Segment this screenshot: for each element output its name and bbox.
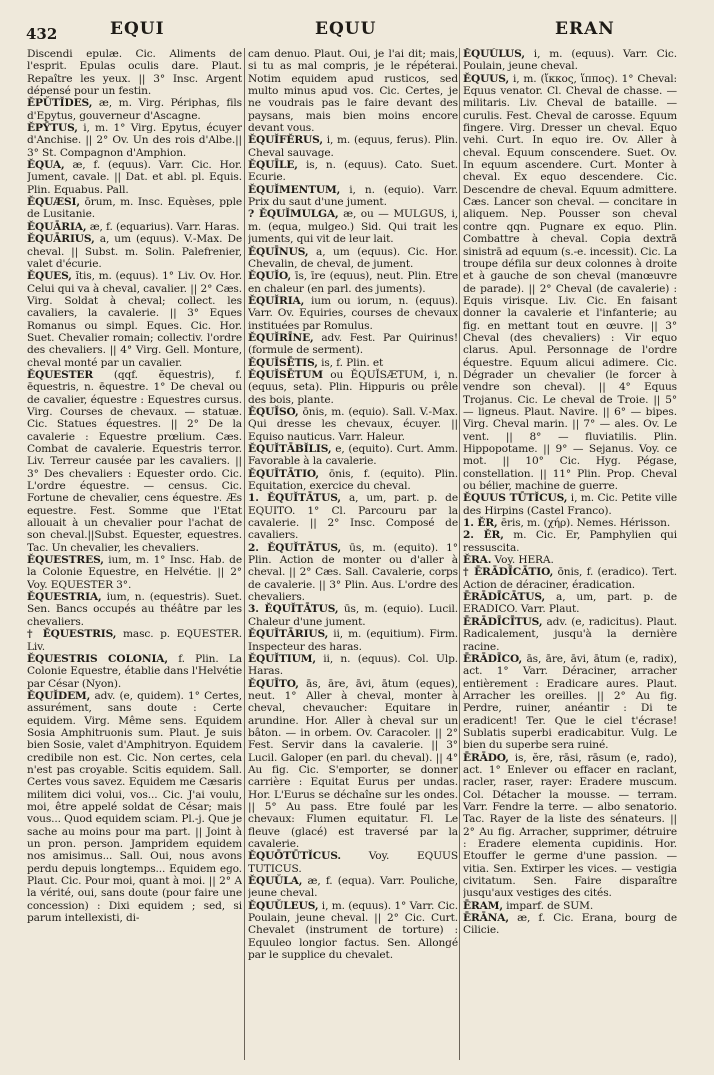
entry-headword: ĒRĀDĪCĪTUS, [463,615,543,628]
dictionary-entry [248,653,458,678]
entry-headword: ĔQUĬSĒTIS, [248,356,318,369]
entry-definition: is, ĕre, rāsi, rāsum (e, rado), act. 1° Enlever ou effacer en raclant, racler, raser, rayer: Eradere muscum. Col. Détacher la mousse. — terram. Varr. Fendre la terre. — albo senatorio. Tac. Rayer de la liste des sénateurs. || 2° Au fig. Arracher, supprimer, détruire : Eradere elementa cupidinis. Hor. Etouffer le germe d'une passion. — vitia. Sen. Extirper les vices. — vestigia civitatum. Sen. Faire disparaître jusqu'aux vestiges des cités. [463,751,677,900]
entry-headword: ĔQUESTER [27,368,94,381]
dictionary-entry [248,134,458,159]
entry-definition: ōnis, f. (eradico). Tert. Action de déraciner, éradication. [463,566,677,591]
dictionary-entry [248,628,458,653]
entry-headword: ĔQUĬSO, [248,405,299,418]
entry-definition: ĭtis, m. (equus). 1° Liv. Ov. Hor. Celui qui va à cheval, cavalier. || 2° Cæs. Virg. Soldat à cheval; collect. les cavaliers, la cavalerie. || 3° Eques Romanus ou simpl. Eques. Cic. Hor. Suet. Chevalier romain; collectiv. l'ordre des chevaliers. || 4° Virg. Gell. Monture, cheval monté par un cavalier. [27,270,242,369]
entry-definition: ii, m. (equitium). Firm. Inspecteur des haras. [248,628,458,653]
entry-headword: 1. ĔR, [463,517,498,530]
dictionary-entry [463,653,677,752]
entry-definition: ium, n. (equestris). Suet. Sen. Bancs occupés au théâtre par les chevaliers. [27,591,242,628]
column-rule [459,48,460,1060]
running-head-right: ERAN [555,19,615,39]
entry-headword: ĔQUĬTĀBĬLIS, [248,443,332,455]
dictionary-entry [248,208,458,245]
dictionary-entry [463,492,677,517]
entry-headword: ĔQUŬLUS, [463,48,525,60]
dictionary-entry [27,554,242,591]
entry-headword: ĔQUESTRES, [27,554,104,567]
entry-definition: i, n. (equio). Varr. Prix du saut d'une jument. [248,183,458,209]
dictionary-entry [27,628,242,653]
entry-definition: i, m. 1° Virg. Epytus, écuyer d'Anchise. || 2° Ov. Un des rois d'Albe.|| 3° St. Compagnon d'Amphion. [27,122,242,159]
entry-definition: æ, f. (equus). Varr. Cic. Hor. Jument, cavale. || Dat. et abl. pl. Equis. Plin. Equabus. Pall. [27,159,242,196]
entry-headword: ĔQUĬTIUM, [248,652,316,665]
dictionary-entry [27,159,242,196]
dictionary-entry [463,48,677,73]
dictionary-entry [27,690,242,925]
dictionary-entry [27,48,242,97]
entry-headword: 2. ĔQUĬTĀTUS, [248,541,342,554]
entry-definition: cam denuo. Plaut. Oui, je l'ai dit; mais, si tu as mal compris, je le répéterai. Notim equidem apud rusticos, sed multo minus apud vos. Cic. Certes, je ne voudrais pas le faire devant des paysans, mais bien moins encore devant vous. [248,48,458,135]
dictionary-entry [248,295,458,332]
entry-definition: ou ĔQUĬSÆTUM, i, n. (equus, seta). Plin. Hippuris ou prêle des bois, plante. [248,368,458,406]
entry-headword: ĔQUĬTO, [248,677,299,690]
entry-definition: æ, m. Virg. Périphas, fils d'Epytus, gouverneur d'Ascagne. [27,97,242,122]
entry-headword: ĔPŬTĬDES, [27,97,93,110]
page-number: 432 [26,25,58,43]
entry-definition: ūs, m. (equio). Lucil. Chaleur d'une jument. [248,603,458,628]
entry-definition: i, m. (equus). Varr. Cic. Poulain, jeune cheval. [463,48,677,73]
entry-definition: ii, n. (equus). Col. Ulp. Haras. [248,652,458,678]
column-2 [248,48,458,1063]
running-head-left: EQUI [110,19,165,39]
entry-definition: a, um, part. p. de EQUITO. 1° Cl. Parcouru par la cavalerie. || 2° Insc. Composé de cavaliers. [248,492,458,542]
dictionary-entry [248,603,458,628]
entry-definition: īs, īre (equus), neut. Plin. Etre en chaleur (en parl. des juments). [248,270,458,295]
entry-headword: ĔQUUS, [463,72,510,85]
entry-headword: ĔQUES, [27,270,72,283]
entry-definition: æ, f. (equarius). Varr. Haras. [86,220,240,233]
entry-headword: ĔQUĬDEM, [27,689,91,702]
dictionary-entry [463,616,677,653]
entry-definition: Voy. HERA. [491,554,554,567]
dictionary-entry [248,875,458,900]
entry-definition: masc. p. EQUESTER. Liv. [27,628,242,653]
dictionary-entry [248,468,458,493]
dictionary-entry [463,912,677,937]
entry-headword: ĔQUĬRIA, [248,294,305,307]
dictionary-entry [248,542,458,604]
entry-headword: ĔQUĀRIUS, [27,233,95,246]
entry-definition: i, m. Cic. Petite ville des Hirpins (Castel Franco). [463,492,677,517]
entry-definition: i, m. (ἴκκος, ἵππος). 1° Cheval: Equus venator. Cl. Cheval de chasse. — militaris. Liv. Cheval de bataille. — curulis. Fest. Cheval de carosse. Equum fingere. Virg. Dresser un cheval. Equo vehi. Curt. In equo ire. Ov. Aller à cheval. Equum conscendere. Suet. Ov. In equum ascendere. Curt. Monter à cheval. Ex equo descendere. Cic. Descendre de cheval. Equum admittere. Cæs. Lancer son cheval. — concitare in aliquem. Nep. Pousser son cheval contre qqn. Pugnare ex equo. Plin. Combattre à cheval. Copia dextrā sinistrā ad equum (s.-e. incessit). Cic. La troupe défila sur deux colonnes à droite et à gauche de son cheval (manœuvre de parade). || 2° Cheval (de cavalerie) : Equis virisque. Liv. Cic. En faisant donner la cavalerie et l'infanterie; au fig. en mettant tout en œuvre. || 3° Cheval (des chevaliers) : Vir equo clarus. Apul. Personnage de l'ordre équestre. Equum alicui adimere. Cic. Dégrader un chevalier (le forcer à vendre son cheval). || 4° Equus Trojanus. Cic. Le cheval de Troie. || 5° — ligneus. Plaut. Navire. || 6° — bipes. Virg. Cheval marin. || 7° — ales. Ov. Le vent. || 8° — fluviatilis. Plin. Hippopotame. || 9° — Sejanus. Voy. ce mot. || 10° Cic. Hyg. Pégase, constellation. || 11° Plin. Prop. Cheval ou bélier, machine de guerre. [463,72,677,493]
dictionary-entry [463,517,677,529]
entry-headword: ĔQUĬSĒTUM [248,368,323,381]
entry-definition: ās, āre, āvi, ātum (e, radix), act. 1° Varr. Déraciner, arracher entièrement : Eradicare aures. Plaut. Arracher les oreilles. || 2° Au fig. Perdre, ruiner, anéantir : Di te eradicent! Ter. Que le ciel t'écrase! Sublatis superbi eradicabitur. Vulg. Le bien du superbe sera ruiné. [463,652,677,752]
dictionary-entry [248,492,458,541]
entry-definition: f. Plin. La Colonie Equestre, établie dans l'Helvétie par César (Nyon). [27,652,242,690]
dictionary-entry [248,900,458,962]
entry-headword: ? ĔQUĬMULGA, [248,208,339,221]
entry-headword: ĔQUĬRĪNE, [248,331,314,344]
dictionary-entry [27,591,242,628]
dictionary-entry [248,850,458,875]
dictionary-entry [27,270,242,369]
entry-headword: ĔQUĀRIA, [27,220,87,233]
entry-headword: 3. ĔQUĬTĀTUS, [248,603,339,616]
dictionary-entry [248,332,458,357]
entry-definition: a, um (equus). Cic. Hor. Chevalin, de cheval, de jument. [248,245,458,270]
entry-definition: ium, m. 1° Insc. Hab. de la Colonie Equestre, en Helvétie. || 2° Voy. EQUESTER 3°. [27,554,242,591]
dictionary-entry [463,554,677,566]
entry-headword: ĔRA. [463,554,492,567]
entry-headword: † ĔQUESTRIS, [27,628,117,641]
entry-definition: adv. Fest. Par Quirinus! (formule de serment). [248,331,458,357]
entry-definition: is, f. Plin. et [317,356,384,369]
entry-definition: is, n. (equus). Cato. Suet. Ecurie. [248,159,458,184]
dictionary-entry [463,752,677,900]
dictionary-entry [248,270,458,295]
entry-definition: adv. (e, radicitus). Plaut. Radicalement, jusqu'à la dernière racine. [463,615,677,653]
entry-definition: a, um (equus). V.-Max. De cheval. || Subst. m. Solin. Palefrenier, valet d'écurie. [27,233,242,270]
dictionary-entry [248,357,458,369]
dictionary-entry [248,406,458,443]
column-rule [244,48,245,1060]
entry-definition: i, m. (equus, ferus). Plin. Cheval sauvage. [248,134,458,159]
entry-headword: ĒRĀDO, [463,751,509,764]
entry-headword: ĔQUĪNUS, [248,245,309,258]
entry-headword: ĔQUĬTĀTIO, [248,467,319,480]
entry-definition: e, (equito). Curt. Amm. Favorable à la cavalerie. [248,443,458,468]
entry-definition: i, m. (equus). 1° Varr. Cic. Poulain, jeune cheval. || 2° Cic. Curt. Chevalet (instrument de torture) : Equuleo longior factus. Sen. Allongé par le supplice du chevalet. [248,899,458,962]
entry-headword: ĒRĀDĪCĀTUS, [463,591,546,604]
entry-definition: adv. (e, quidem). 1° Certes, assurément, sans doute : Certe equidem. Virg. Même sens. Equidem Sosia Amphitruonis sum. Plaut. Je suis bien Sosie, valet d'Amphitryon. Equidem credibile non est. Cic. Non certes, cela n'est pas croyable. Scitis equidem. Sall. Certes vous savez. Equidem me Cæsaris militem dici volui, vos... Cic. J'ai voulu, moi, être appelé soldat de César; mais vous... Quod equidem sciam. Pl.-j. Que je sache au moins pour ma part. || Joint à un pron. person. Jampridem equidem nos amisimus... Sall. Oui, nous avons perdu depuis longtemps... Equidem ego. Plaut. Cic. Pour moi, quant à moi. || 2° A la vérité, oui, sans doute (pour faire une concession) : Dixi equidem ; sed, si parum intellexisti, di- [27,689,242,925]
entry-headword: ĔQUUS TŪTĬCUS, [463,492,568,505]
entry-headword: ĔQUŬLA, [248,875,303,888]
entry-headword: ĒRĀDĪCO, [463,652,523,665]
entry-definition: ōnis, m. (equio). Sall. V.-Max. Qui dresse les chevaux, écuyer. || Equiso nauticus. Varr. Haleur. [248,405,458,443]
entry-headword: ĔPȲTUS, [27,122,78,135]
dictionary-entry [463,566,677,591]
entry-headword: ĔQUŌTŪTĬCUS. [248,850,341,863]
page-header [0,16,714,44]
dictionary-entry [463,73,677,493]
entry-headword: ĔQUESTRIS COLONIA, [27,652,168,665]
entry-headword: 2. ĔR, [463,529,504,542]
entry-definition: æ, f. (equa). Varr. Pouliche, jeune cheval. [248,875,458,900]
dictionary-entry [248,48,458,134]
dictionary-entry [248,159,458,184]
entry-definition: ōrum, m. Insc. Equèses, pple de Lusitanie. [27,196,242,221]
entry-headword: ĔQUĬFĔRUS, [248,134,323,147]
entry-definition: ium ou iorum, n. (equus). Varr. Ov. Equiries, courses de chevaux instituées par Romulus. [248,294,458,332]
dictionary-entry [27,369,242,554]
entry-headword: ĔQUĬO, [248,270,292,283]
entry-definition: (qqf. ĕquestris), f. ēquestris, n. ēquestre. 1° De cheval ou de cavalier, équestre : Equestres cursus. Virg. Courses de chevaux. — statuæ. Cic. Statues équestres. || 2° De la cavalerie : Equestre prœlium. Cæs. Combat de cavalerie. Equestris terror. Liv. Terreur causée par les cavaliers. || 3° Des chevaliers : Equester ordo. Cic. L'ordre équestre. — census. Cic. Fortune de chevalier, cens équestre. Æs equestre. Fest. Somme que l'Etat allouait à un chevalier pour l'achat de son cheval.||Subst. Equester, equestres. Tac. Un chevalier, les chevaliers. [27,368,242,554]
entry-headword: ĔQUĬMENTUM, [248,183,341,196]
entry-definition: ēris, m. (χήρ). Nemes. Hérisson. [497,517,671,530]
entry-headword: ĔQUA, [27,159,65,172]
dictionary-entry [248,369,458,406]
entry-headword: ĔQUŬLEUS, [248,899,319,912]
dictionary-entry [27,221,242,233]
entry-definition: ōnis, f. (equito). Plin. Equitation, exercice du cheval. [248,467,458,493]
entry-definition: Discendi epulæ. Cic. Aliments de l'esprit. Epulas oculis dare. Plaut. Repaître les yeux. || 3° Insc. Argent dépensé pour un festin. [27,48,242,98]
entry-definition: Voy. EQUUS TUTICUS. [248,850,458,875]
dictionary-entry [463,900,677,912]
entry-headword: ĒRĀNA, [463,912,509,925]
entry-definition: ūs, m. (equito). 1° Plin. Action de monter ou d'aller à cheval. || 2° Cæs. Sall. Cavalerie, corps de cavalerie. || 3° Plin. Aus. L'ordre des chevaliers. [248,541,458,604]
dictionary-entry [27,196,242,221]
dictionary-entry [27,97,242,122]
dictionary-entry [463,529,677,554]
entry-headword: † ĒRĀDĪCĀTIO, [463,566,554,579]
dictionary-entry [27,122,242,159]
dictionary-entry [27,233,242,270]
dictionary-entry [463,591,677,616]
entry-headword: ĔQUESTRIA, [27,591,102,604]
dictionary-entry [248,443,458,468]
dictionary-entry [248,246,458,271]
entry-headword: ĔQUĪLE, [248,159,298,172]
entry-definition: ās, āre, āvi, ātum (eques), neut. 1° Aller à cheval, monter à cheval, chevaucher: Equitare in arundine. Hor. Aller à cheval sur un bâton. — in orbem. Ov. Caracoler. || 2° Fest. Servir dans la cavalerie. || 3° Lucil. Galoper (en parl. du cheval). || 4° Au fig. Cic. S'emporter, se donner carrière : Equitat Eurus per undas. Hor. L'Eurus se déchaîne sur les ondes. || 5° Au pass. Etre foulé par les chevaux: Flumen equitatur. Fl. Le fleuve (glacé) est traversé par la cavalerie. [248,677,458,850]
dictionary-entry [27,653,242,690]
entry-definition: imparf. de SUM. [502,899,594,912]
column-3 [463,48,677,1063]
entry-definition: æ, f. Cic. Erana, bourg de Cilicie. [463,912,677,937]
entry-definition: m. Cic. Er, Pamphylien qui ressuscita. [463,529,677,554]
running-head-center: EQUU [315,19,377,39]
entry-headword: ĔQUÆSI, [27,196,80,209]
entry-definition: a, um, part. p. de ERADICO. Varr. Plaut. [463,591,677,616]
entry-headword: 1. ĔQUĬTĀTUS, [248,492,341,505]
dictionary-entry [248,184,458,209]
column-1 [27,48,242,1063]
entry-headword: ĔQUĬTĀRIUS, [248,628,329,641]
dictionary-entry [248,678,458,851]
entry-headword: ĒRAM, [463,899,503,912]
entry-definition: æ, ou — MULGUS, i, m. (equa, mulgeo.) Sid. Qui trait les juments, qui vit de leur lait. [248,208,458,246]
